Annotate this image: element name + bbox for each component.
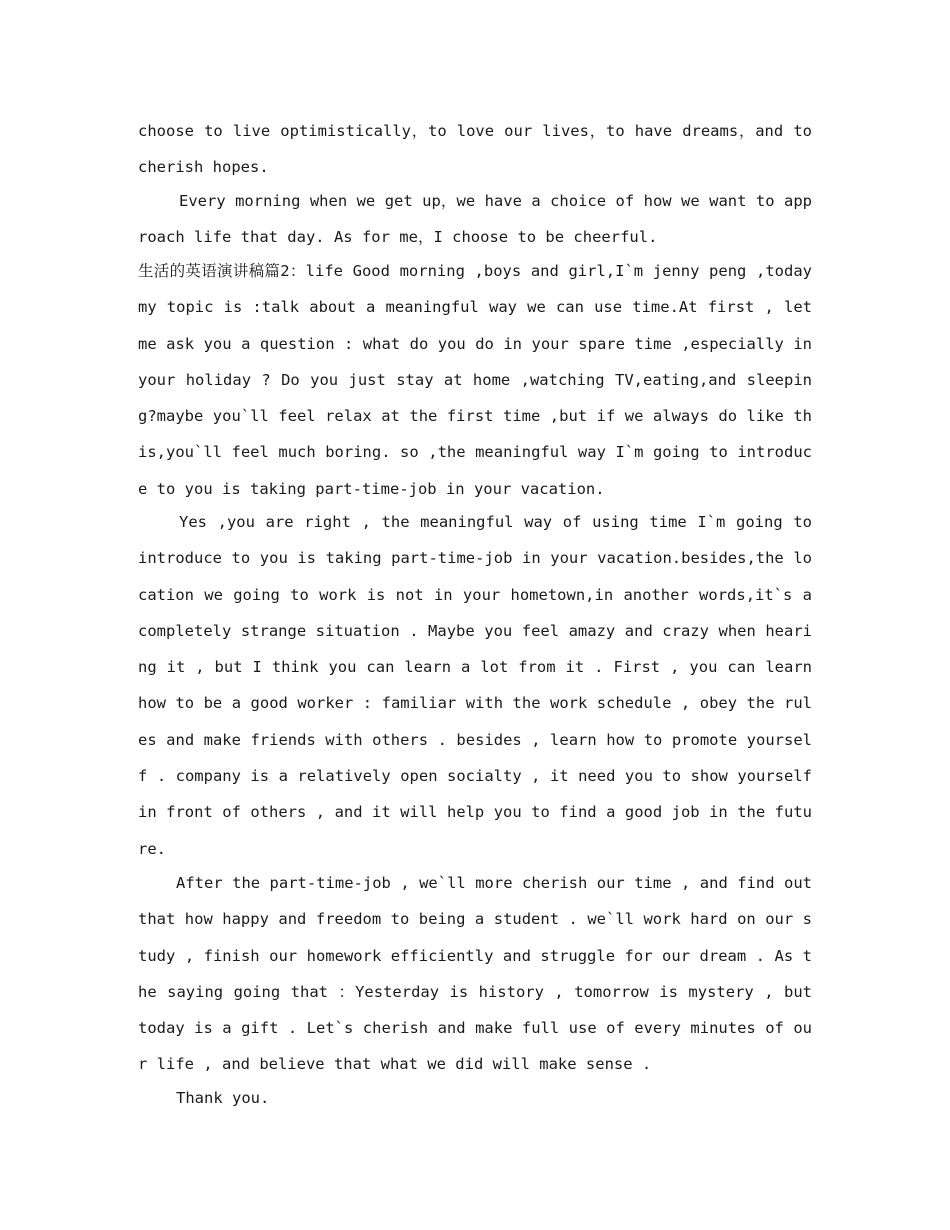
paragraph-intro-end: choose to live optimistically，to love our lives，to have dreams，and to cherish hopes. [138,122,812,177]
paragraph-after-job: After the part-time-job , we`ll more cherish our time , and find out that how happy and freedom to being a student . we`ll work hard on our study , finish our homework efficiently and struggle for our dream . As the saying going that ：Yesterday is history , tomorrow is mystery , but today is a gift . Let`s cherish and make full use of every minutes of our life , and believe that what we did will make sense . [138,874,812,1074]
paragraph-part-time-job: Yes ,you are right , the meaningful way of using time I`m going to introduce to you is taking part-time-job in your vacation.besides,the location we going to work is not in your hometown,in another words,it`s a completely strange situation . Maybe you feel amazy and crazy when hearing it , but I think you can learn a lot from it . First , you can learn how to be a good worker : familiar with the work schedule , obey the rules and make friends with others . besides , learn how to promote yourself . company is a relatively open socialty , it need you to show yourself in front of others , and it will help you to find a good job in the future. [138,513,812,858]
paragraph-speech-2-opening: 生活的英语演讲稿篇2：life Good morning ,boys and girl,I`m jenny peng ,today my topic is :talk about a meaningful way we can use time.At first , let me ask you a question : what do you do in your spare time ,especially in your holiday ? Do you just stay at home ,watching TV,eating,and sleeping?maybe you`ll feel relax at the first time ,but if we always do like this,you`ll feel much boring. so ,the meaningful way I`m going to introduce to you is taking part-time-job in your vacation. [138,262,812,498]
paragraph-thank-you: Thank you. [176,1089,270,1107]
paragraph-morning-choice: Every morning when we get up，we have a choice of how we want to approach life that day. As for me，I choose to be cheerful. [138,192,812,247]
